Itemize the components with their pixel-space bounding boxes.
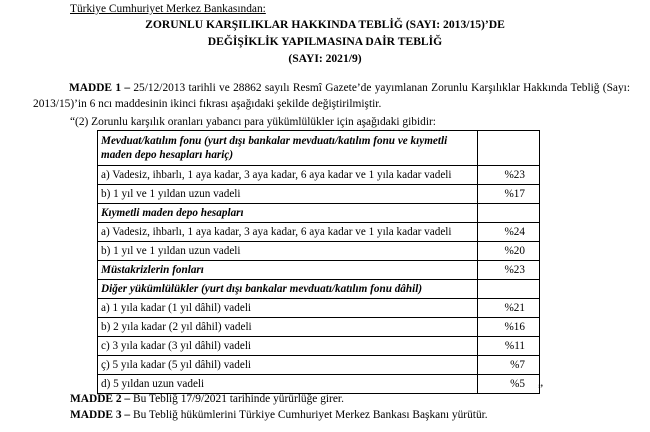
article-3-label: MADDE 3 – <box>70 409 131 421</box>
row-label: ç) 5 yıla kadar (5 yıl dâhil) vadeli <box>98 356 478 375</box>
table-row <box>98 223 540 242</box>
section-heading-cell: Kıymetli maden depo hesapları <box>98 204 478 223</box>
row-label: a) Vadesiz, ihbarlı, 1 aya kadar, 3 aya kadar, 6 aya kadar ve 1 yıla kadar vadeli <box>98 166 478 185</box>
section-heading-cell: Müstakrizlerin fonları <box>98 261 478 280</box>
clause-intro: “(2) Zorunlu karşılık oranları yabancı para yükümlülükler için aşağıdaki gibidir: <box>70 116 436 128</box>
table-section-heading <box>98 280 540 299</box>
row-label: a) Vadesiz, ihbarlı, 1 aya kadar, 3 aya kadar, 6 aya kadar ve 1 yıla kadar vadeli <box>98 223 478 242</box>
table-section-heading <box>98 204 540 223</box>
table-row <box>98 299 540 318</box>
table-section-heading <box>98 261 540 280</box>
table-row <box>98 356 540 375</box>
table-section-heading <box>98 131 540 166</box>
rate-cell: %17 <box>478 185 540 204</box>
article-2 <box>70 393 344 405</box>
closing-quote: ” <box>538 383 544 395</box>
rate-cell <box>478 280 540 299</box>
rate-cell: %23 <box>478 261 540 280</box>
row-label: b) 1 yıl ve 1 yıldan uzun vadeli <box>98 242 478 261</box>
title-line-1: ZORUNLU KARŞILIKLAR HAKKINDA TEBLİĞ (SAYI: 2013/15)’DE <box>145 18 505 31</box>
table-row <box>98 375 540 394</box>
rate-cell: %16 <box>478 318 540 337</box>
row-label: a) 1 yıla kadar (1 yıl dâhil) vadeli <box>98 299 478 318</box>
table-row <box>98 242 540 261</box>
table-row <box>98 337 540 356</box>
reserve-rates-table <box>97 130 540 394</box>
section-heading-cell: Mevduat/katılım fonu (yurt dışı bankalar mevduatı/katılım fonu ve kıymetli maden depo hesapları hariç) <box>98 131 478 166</box>
article-1-text: 25/12/2013 tarihli ve 28862 sayılı Resmî Gazete’de yayımlanan Zorunlu Karşılıklar Hakkında Tebliğ (Sayı: 2013/15)’in 6 ncı maddesinin ikinci fıkrası aşağıdaki şekilde değiştirilmiştir. <box>33 82 630 110</box>
source-line: Türkiye Cumhuriyet Merkez Bankasından: <box>70 3 266 15</box>
article-2-text: Bu Tebliğ 17/9/2021 tarihinde yürürlüğe girer. <box>130 393 344 405</box>
article-2-label: MADDE 2 – <box>70 393 131 405</box>
rate-cell <box>478 131 540 166</box>
title-line-3: (SAYI: 2021/9) <box>288 52 362 65</box>
rate-cell: %21 <box>478 299 540 318</box>
rate-cell: %23 <box>478 166 540 185</box>
rate-cell <box>478 204 540 223</box>
article-1-label: MADDE 1 – <box>69 82 131 94</box>
article-1 <box>33 80 630 112</box>
title-line-2: DEĞİŞİKLİK YAPILMASINA DAİR TEBLİĞ <box>207 35 443 48</box>
rate-cell: %24 <box>478 223 540 242</box>
rate-cell: %20 <box>478 242 540 261</box>
table-row <box>98 166 540 185</box>
row-label: c) 3 yıla kadar (3 yıl dâhil) vadeli <box>98 337 478 356</box>
section-heading-cell: Diğer yükümlülükler (yurt dışı bankalar mevduatı/katılım fonu dâhil) <box>98 280 478 299</box>
article-3-text: Bu Tebliğ hükümlerini Türkiye Cumhuriyet Merkez Bankası Başkanı yürütür. <box>130 409 488 421</box>
rate-cell: %11 <box>478 337 540 356</box>
row-label: b) 2 yıla kadar (2 yıl dâhil) vadeli <box>98 318 478 337</box>
rate-cell: %7 <box>478 356 540 375</box>
rate-cell: %5 <box>478 375 540 394</box>
table-row <box>98 318 540 337</box>
article-3 <box>70 409 488 421</box>
table-row <box>98 185 540 204</box>
row-label: d) 5 yıldan uzun vadeli <box>98 375 478 394</box>
row-label: b) 1 yıl ve 1 yıldan uzun vadeli <box>98 185 478 204</box>
